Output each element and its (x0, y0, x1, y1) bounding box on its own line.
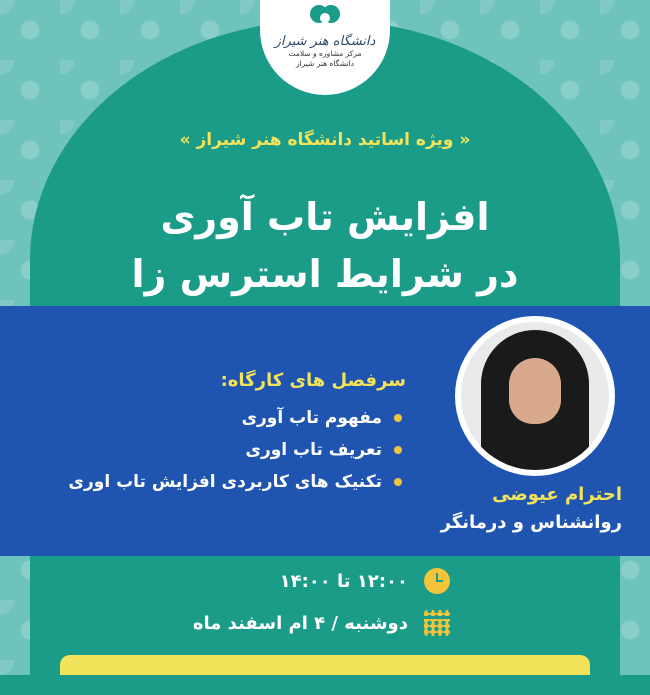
logo-icon (308, 2, 342, 30)
speaker-role: روانشناس و درمانگر (440, 512, 622, 533)
date-row (30, 606, 450, 640)
list-item (22, 402, 402, 434)
clock-icon (424, 568, 450, 594)
list-item (22, 434, 402, 466)
topics-heading: سرفصل های کارگاه: (220, 370, 406, 391)
topic-label: تعریف تاب اوری (245, 440, 382, 460)
bullet-icon (394, 414, 402, 422)
topic-label: مفهوم تاب آوری (241, 408, 382, 428)
logo-subtitle-1: مرکز مشاوره و سلامت (288, 49, 362, 58)
list-item (22, 466, 402, 498)
speaker-name: احترام عیوضی (492, 484, 622, 505)
event-time: ۱۲:۰۰ تا ۱۴:۰۰ (279, 570, 408, 592)
speaker-face (509, 358, 561, 424)
time-row (30, 566, 450, 596)
title-line-2: در شرایط استرس زا (131, 252, 519, 296)
speaker-photo (461, 322, 609, 470)
bullet-icon (394, 446, 402, 454)
title-line-1: افزایش تاب آوری (160, 195, 490, 239)
registration-strip (60, 655, 590, 675)
event-date: دوشنبه / ۴ ام اسفند ماه (192, 612, 408, 634)
topics-list (22, 402, 402, 498)
logo-subtitle-2: دانشگاه هنر شیراز (295, 59, 355, 68)
audience-tagline: « ویژه اساتید دانشگاه هنر شیراز » (179, 130, 471, 150)
logo-name: دانشگاه هنر شیراز (274, 34, 376, 49)
bullet-icon (394, 478, 402, 486)
calendar-icon (424, 610, 450, 636)
topic-label: تکنیک های کاربردی افزایش تاب اوری (68, 472, 382, 492)
